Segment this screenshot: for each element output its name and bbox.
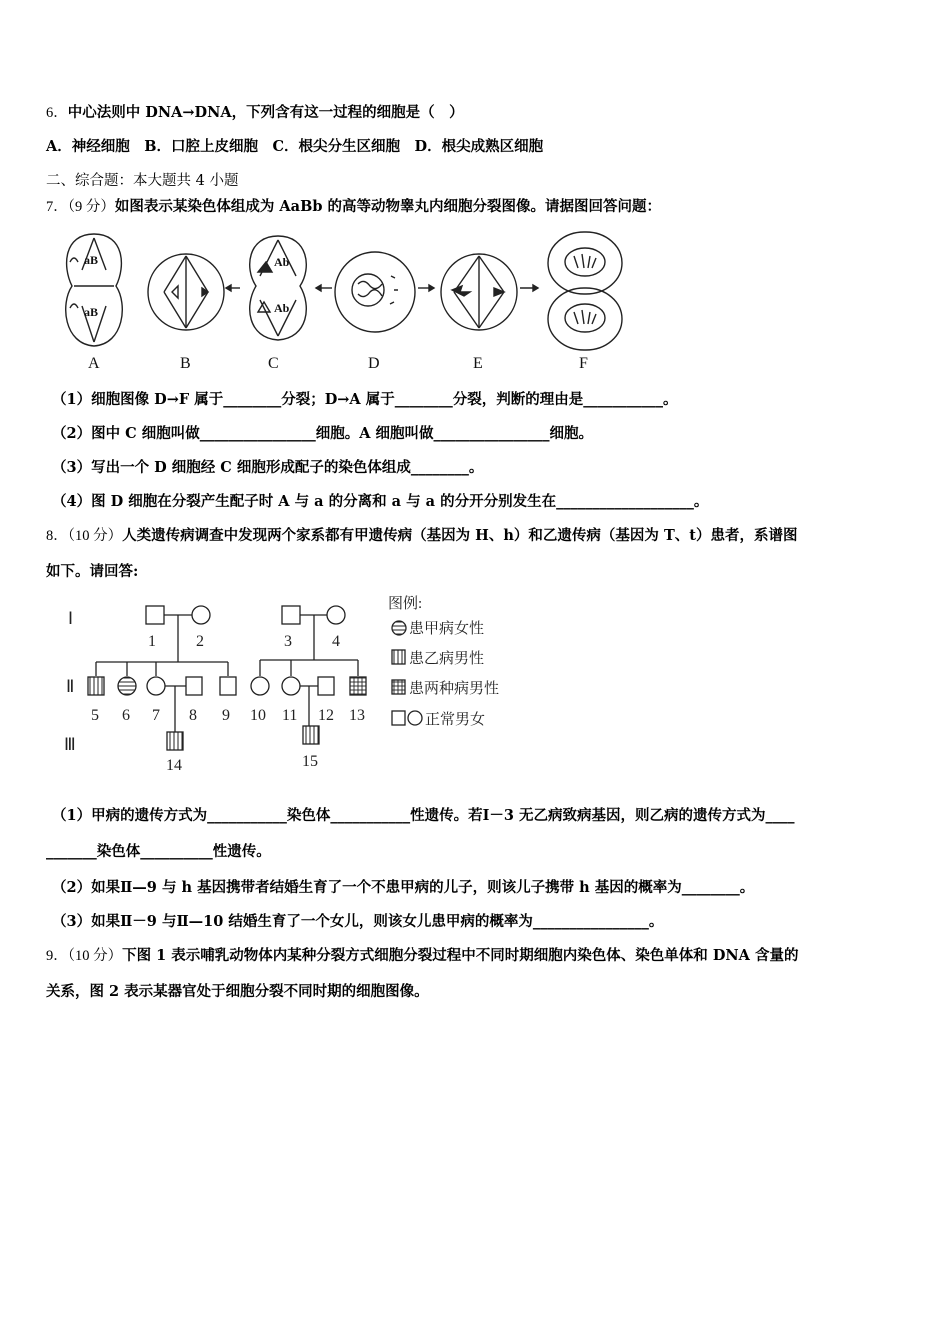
individual-10 xyxy=(251,677,269,695)
individual-label-1: 1 xyxy=(148,633,156,650)
question-6-options: A．神经细胞 B．口腔上皮细胞 C．根尖分生区细胞 D．根尖成熟区细胞 xyxy=(46,138,544,155)
question-7-sub-2: （2）图中 C 细胞叫做________________细胞。A 细胞叫做________________细胞。 xyxy=(52,425,594,442)
individual-2 xyxy=(192,606,210,624)
section-2-title: 二、综合题：本大题共 4 小题 xyxy=(46,173,239,189)
question-9-stem-line-2: 关系，图 2 表示某器官处于细胞分裂不同时期的细胞图像。 xyxy=(46,983,429,1000)
question-text: 下图 1 表示哺乳动物体内某种分裂方式细胞分裂过程中不同时期细胞内染色体、染色单体和 DNA 含量的 xyxy=(122,947,799,964)
cell-e xyxy=(441,254,517,330)
individual-label-10: 10 xyxy=(250,707,266,724)
individual-label-6: 6 xyxy=(122,707,130,724)
question-9-stem xyxy=(46,946,798,966)
generation-label-1: Ⅰ xyxy=(68,609,74,628)
question-7-sub-3: （3）写出一个 D 细胞经 C 细胞形成配子的染色体组成________。 xyxy=(52,459,484,476)
individual-label-8: 8 xyxy=(189,707,197,724)
individual-11 xyxy=(282,677,300,695)
legend-affected-male-both-icon xyxy=(392,680,405,694)
question-8-stem xyxy=(46,526,797,546)
question-8-sub-2: （2）如果Ⅱ—9 与 h 基因携带者结婚生育了一个不患甲病的儿子，则该儿子携带 h 基因的概率为________。 xyxy=(52,879,755,896)
cell-c-gene-top: Ab xyxy=(274,255,290,269)
individual-label-4: 4 xyxy=(332,633,340,650)
legend-normal: 正常男女 xyxy=(425,712,486,728)
individual-3 xyxy=(282,606,300,624)
question-8-stem-line-2: 如下。请回答: xyxy=(46,563,139,580)
figure-label-e: E xyxy=(473,355,483,372)
individual-8 xyxy=(186,677,202,695)
question-number: 6． xyxy=(46,105,68,121)
question-number: 8． xyxy=(46,528,68,544)
individual-label-13: 13 xyxy=(349,707,365,724)
legend-title: 图例: xyxy=(388,596,423,612)
individual-label-7: 7 xyxy=(152,707,160,724)
question-8-sub-3: （3）如果Ⅱ－9 与Ⅱ—10 结婚生育了一个女儿，则该女儿患甲病的概率为________________。 xyxy=(52,913,664,930)
cell-c xyxy=(250,236,307,340)
cell-f xyxy=(548,232,622,350)
individual-14 xyxy=(167,732,183,750)
individual-label-11: 11 xyxy=(282,707,298,724)
cell-c-gene-bottom: Ab xyxy=(274,301,290,315)
cell-b xyxy=(148,254,224,330)
individual-label-3: 3 xyxy=(284,633,292,650)
individual-13 xyxy=(350,677,366,695)
individual-5 xyxy=(88,677,104,695)
legend-affected-male-both: 患两种病男性 xyxy=(409,681,500,697)
cell-division-figure xyxy=(46,226,636,376)
legend-affected-male-b: 患乙病男性 xyxy=(409,651,485,667)
question-6-stem xyxy=(46,103,464,123)
individual-label-14: 14 xyxy=(166,757,182,774)
individual-12 xyxy=(318,677,334,695)
question-8-sub-1-line-2: _______染色体__________性遗传。 xyxy=(46,843,271,860)
question-8-sub-1: （1）甲病的遗传方式为___________染色体___________性遗传。若Ⅰ－3 无乙病致病基因，则乙病的遗传方式为____ xyxy=(52,807,795,824)
figure-label-f: F xyxy=(579,355,588,372)
individual-9 xyxy=(220,677,236,695)
question-number: 7． xyxy=(46,199,68,215)
generation-label-2: Ⅱ xyxy=(66,677,75,696)
individual-7 xyxy=(147,677,165,695)
question-7-stem xyxy=(46,197,661,217)
question-score: （9 分） xyxy=(67,199,115,215)
question-number: 9． xyxy=(46,948,68,964)
legend-affected-female-a-icon xyxy=(392,621,406,635)
cell-d xyxy=(335,252,415,332)
cell-a-gene-bottom: aB xyxy=(84,305,99,319)
generation-label-3: Ⅲ xyxy=(64,735,76,754)
legend-affected-male-b-icon xyxy=(392,650,405,664)
figure-label-b: B xyxy=(180,355,191,372)
individual-4 xyxy=(327,606,345,624)
question-text: 人类遗传病调查中发现两个家系都有甲遗传病（基因为 H、h）和乙遗传病（基因为 T、t）患者，系谱图 xyxy=(122,527,798,544)
individual-label-12: 12 xyxy=(318,707,334,724)
figure-label-c: C xyxy=(268,355,279,372)
question-text: 如图表示某染色体组成为 AaBb 的高等动物睾丸内细胞分裂图像。请据图回答问题： xyxy=(114,198,662,215)
individual-1 xyxy=(146,606,164,624)
legend-normal-female-icon xyxy=(408,711,422,725)
figure-label-d: D xyxy=(368,355,380,372)
question-score: （10 分） xyxy=(67,528,123,544)
individual-6 xyxy=(118,677,136,695)
legend-affected-female-a: 患甲病女性 xyxy=(409,621,485,637)
individual-15 xyxy=(303,726,319,744)
question-7-sub-1: （1）细胞图像 D→F 属于________分裂；D→A 属于________分裂，判断的理由是___________。 xyxy=(52,391,678,408)
figure-label-a: A xyxy=(88,355,100,372)
individual-label-5: 5 xyxy=(91,707,99,724)
question-7-sub-4: （4）图 D 细胞在分裂产生配子时 A 与 a 的分离和 a 与 a 的分开分别发生在___________________。 xyxy=(52,493,709,510)
cell-a xyxy=(66,234,123,346)
individual-label-15: 15 xyxy=(302,753,318,770)
legend-normal-male-icon xyxy=(392,711,405,725)
individual-label-2: 2 xyxy=(196,633,204,650)
question-score: （10 分） xyxy=(67,948,123,964)
process-arrows xyxy=(226,285,538,291)
pedigree-figure xyxy=(60,592,540,777)
question-text: 中心法则中 DNA→DNA，下列含有这一过程的细胞是（ ） xyxy=(67,104,464,121)
individual-label-9: 9 xyxy=(222,707,230,724)
cell-a-gene-top: aB xyxy=(84,253,99,267)
